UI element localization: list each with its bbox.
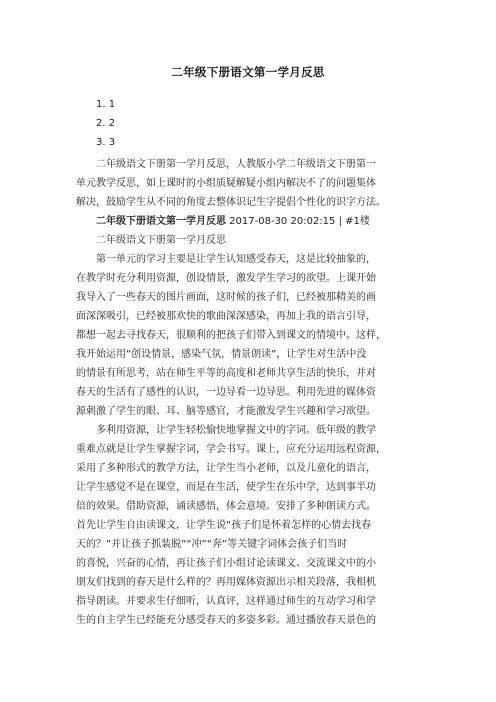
paragraph-line: 我导入了一些春天的图片画面，这时候的孩子们，已经被那精美的画: [76, 292, 376, 303]
post-heading-title: 二年级下册语文第一学月反思: [96, 216, 226, 227]
paragraph-line: 多利用资源，让学生轻松愉快地掌握文中的字词。低年级的教学: [96, 425, 376, 436]
intro-line: 二年级语文下册第一学月反思，人教版小学二年级语文下册第一: [96, 159, 376, 170]
paragraph-line: 倍的效果。借助资源，诵读感悟，体会意境。安排了多种朗读方式。: [76, 501, 376, 512]
paragraph-line: 的喜悦，兴奋的心情，再让孩子们小组讨论读课文、交流课文中的小: [76, 558, 376, 569]
toc-item-2[interactable]: 2. 2: [96, 118, 116, 129]
paragraph-line: 指导朗读。并要求生仔细听，认真评，这样通过师生的互动学习和学: [76, 596, 376, 607]
paragraph-line: 都想一起去寻找春天，很顺利的把孩子们带入到课文的情境中。这样，: [76, 330, 386, 341]
paragraph-line: 面深深吸引，已经被那欢快的歌曲深深感染，再加上我的语言引导，: [76, 311, 376, 322]
paragraph-line: 采用了多种形式的教学方法，让学生当小老师，以及儿童化的语言，: [76, 463, 376, 474]
post-heading: [76, 212, 434, 231]
post-subheading: 二年级语文下册第一学月反思: [96, 235, 226, 246]
toc-item-1[interactable]: 1. 1: [96, 99, 116, 110]
paragraph-line: 重难点就是让学生掌握字词，学会书写。课上，应充分运用远程资源，: [76, 444, 386, 455]
paragraph-line: 的情景有所思考，站在师生平等的高度和老师共享生活的快乐，并对: [76, 368, 376, 379]
paragraph-line: 春天的生活有了感性的认识，一边导看一边导思。利用先进的媒体资: [76, 387, 376, 398]
table-of-contents: [96, 95, 115, 152]
paragraph-line: 首先让学生自由读课文，让学生说“孩子们是怀着怎样的心情去找春: [76, 520, 372, 531]
paragraph-line: 生的自主学生已经能充分感受春天的多姿多彩。通过播放春天景色的: [76, 615, 376, 626]
paragraph-line: 第一单元的学习主要是让学生认知感受春天，这是比较抽象的，: [96, 254, 376, 265]
paragraph-line: 朋友们找到的春天是什么样的？再用媒体资源出示相关段落，我相机: [76, 577, 376, 588]
toc-item-3[interactable]: 3. 3: [96, 137, 116, 148]
post-heading-meta: 2017-08-30 20:02:15 | #1楼: [226, 216, 370, 227]
paragraph-line: 让学生感觉不是在课堂，而是在生活，使学生在乐中学，达到事半功: [76, 482, 376, 493]
document-body: [76, 155, 434, 630]
intro-line: 解决，鼓励学生从不同的角度去整体识记生字提倡个性化的识字方法。: [76, 197, 386, 208]
paragraph-line: 在教学时充分利用资源，创设情景，激发学生学习的欲望。上课开始: [76, 273, 376, 284]
paragraph-line: 天的？”并让孩子抓装脱”“冲”“奔”等关键字词体会孩子们当时: [76, 539, 348, 550]
paragraph-line: 源刺激了学生的眼、耳、脑等感官，才能激发学生兴趣和学习欲望。: [76, 406, 376, 417]
document-title: 二年级下册语文第一学月反思: [171, 65, 325, 79]
intro-line: 单元教学反思，如上课时的小组质疑解疑小组内解决不了的问题集体: [76, 178, 376, 189]
paragraph-line: 我开始运用“创设情景，感染气氛，情景朗读”，让学生对生活中没: [76, 349, 367, 360]
